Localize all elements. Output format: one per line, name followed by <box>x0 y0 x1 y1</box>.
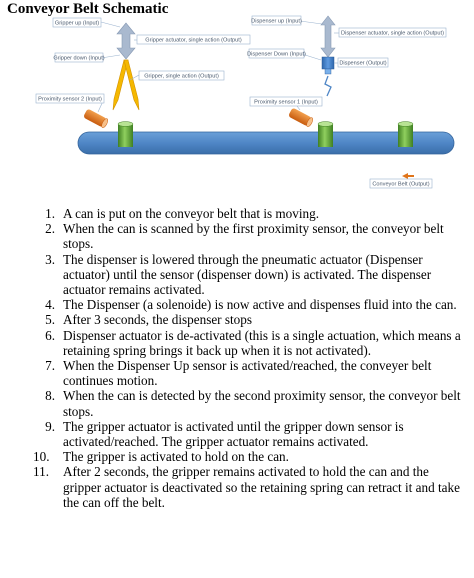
svg-text:Gripper up (Input): Gripper up (Input) <box>54 20 100 27</box>
list-item: 9. The gripper actuator is activated until the gripper down sensor is activated/reached. The gripper actuator remains activated. <box>45 418 404 450</box>
list-item: 1. A can is put on the conveyor belt that is moving. <box>45 206 320 221</box>
label-proximity-sensor-2 <box>36 94 104 103</box>
svg-text:Dispenser actuator, single act: Dispenser actuator, single action (Output) <box>341 30 444 37</box>
label-dispenser-actuator <box>339 28 446 37</box>
svg-text:Gripper, single action (Output: Gripper, single action (Output) <box>144 73 219 80</box>
label-conveyor-belt <box>370 179 432 188</box>
label-dispenser-up <box>251 16 302 25</box>
proximity-sensor-2 <box>83 108 109 128</box>
svg-text:Dispenser (Output): Dispenser (Output) <box>339 60 387 67</box>
list-item: 10. The gripper is activated to hold on the can. <box>33 449 289 465</box>
proximity-sensor-1 <box>288 107 314 127</box>
gripper-actuator-arrow <box>117 23 135 59</box>
can-3 <box>398 122 413 147</box>
svg-text:Gripper down (Input): Gripper down (Input) <box>53 55 105 62</box>
list-item: 4. The Dispenser (a solenoide) is now active and dispenses fluid into the can. <box>45 297 457 313</box>
conveyor-belt <box>78 132 454 154</box>
list-item: 3. The dispenser is lowered through the pneumatic actuator (Dispenser actuator) until the sensor (dispenser down) is activated. The dispenser actuator remains activated. <box>45 251 432 298</box>
label-proximity-sensor-1 <box>250 97 322 106</box>
list-item: 8. When the can is detected by the second proximity sensor, the conveyor belt stops. <box>45 388 461 419</box>
svg-text:Proximity sensor 2 (Input): Proximity sensor 2 (Input) <box>38 96 102 103</box>
label-gripper-down <box>53 53 104 62</box>
list-item: 7. When the Dispenser Up sensor is activated/reached, the conveyer belt continues motion. <box>45 358 432 389</box>
label-dispenser <box>338 58 388 67</box>
can-1 <box>118 122 133 147</box>
list-item: 2. When the can is scanned by the first proximity sensor, the conveyor belt stops. <box>45 221 444 252</box>
label-gripper-up <box>53 18 101 27</box>
list-item: 6. Dispenser actuator is de-activated (this is a single actuation, which means a retaining spring brings it back up when it is not activated). <box>45 327 461 358</box>
svg-text:Dispenser up (Input): Dispenser up (Input) <box>251 18 302 25</box>
gripper-icon <box>113 60 139 110</box>
label-gripper <box>139 71 224 80</box>
label-gripper-actuator <box>137 35 250 44</box>
process-steps-list <box>33 206 465 510</box>
dispenser-actuator-arrow <box>321 16 335 57</box>
list-item: 5. After 3 seconds, the dispenser stops <box>45 312 252 328</box>
conveyor-belt-arrow-icon <box>402 173 414 179</box>
conveyor-schematic <box>0 0 474 200</box>
svg-text:Dispenser Down (Input): Dispenser Down (Input) <box>247 51 306 58</box>
can-2 <box>318 122 333 147</box>
svg-text:Proximity sensor 1 (Input): Proximity sensor 1 (Input) <box>254 99 318 106</box>
dispenser-icon <box>322 57 334 96</box>
svg-text:Gripper actuator, single actio: Gripper actuator, single action (Output) <box>145 37 242 44</box>
list-item: 11. After 2 seconds, the gripper remains activated to hold the can and the gripper actuator is deactivated so the retaining spring can retract it and take the can off the belt. <box>33 464 460 510</box>
svg-text:Conveyor Belt (Output): Conveyor Belt (Output) <box>372 181 430 188</box>
label-dispenser-down <box>247 49 306 58</box>
diagram-title: Conveyor Belt Schematic <box>7 1 169 17</box>
